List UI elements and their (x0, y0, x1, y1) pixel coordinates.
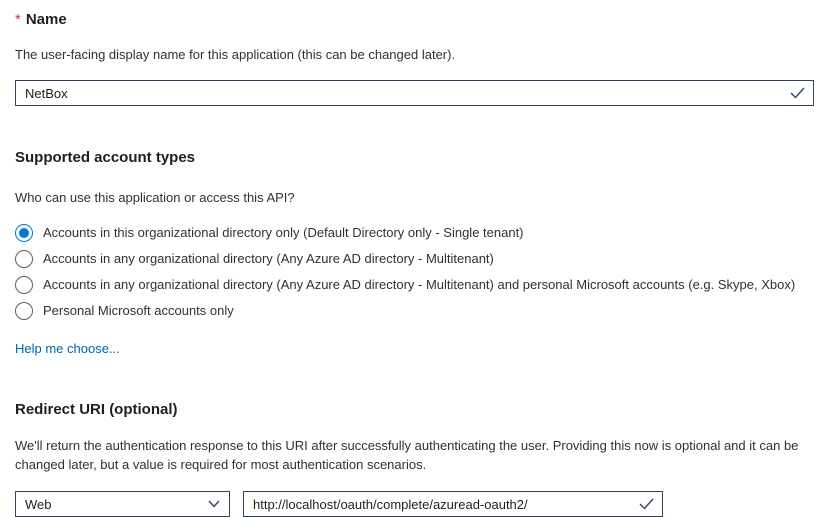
chevron-down-icon (208, 500, 220, 508)
account-types-question: Who can use this application or access this API? (15, 190, 295, 205)
redirect-uri-description: We'll return the authentication response to this URI after successfully authenticating the user. Providing this now is optional and it can be changed later, but a value is required for most authentication scenarios. (15, 438, 799, 472)
help-me-choose-link[interactable]: Help me choose... (15, 341, 120, 356)
radio-button-icon[interactable] (15, 302, 33, 320)
valid-checkmark-icon (790, 87, 805, 99)
radio-option-label: Personal Microsoft accounts only (43, 303, 234, 318)
radio-option-multitenant-personal[interactable] (15, 272, 814, 298)
radio-option-label: Accounts in any organizational directory (Any Azure AD directory - Multitenant) (43, 251, 494, 266)
account-types-title: Supported account types (15, 149, 196, 166)
valid-checkmark-icon (639, 498, 654, 510)
name-section-title (15, 10, 814, 30)
radio-option-label: Accounts in this organizational directory only (Default Directory only - Single tenant) (43, 225, 524, 240)
radio-option-personal-only[interactable] (15, 298, 814, 324)
name-input-wrap (15, 80, 814, 106)
name-label: Name (25, 11, 67, 28)
redirect-uri-input[interactable] (244, 492, 662, 516)
redirect-uri-input-wrap (243, 491, 663, 517)
required-marker: * (15, 11, 21, 28)
radio-option-single-tenant[interactable] (15, 220, 814, 246)
redirect-uri-row (15, 491, 814, 517)
radio-button-icon[interactable] (15, 276, 33, 294)
name-section (15, 10, 814, 106)
account-types-radio-group (15, 220, 814, 324)
platform-select-value: Web (25, 496, 52, 512)
redirect-uri-title: Redirect URI (optional) (15, 401, 178, 418)
account-types-section (15, 148, 814, 358)
radio-option-multitenant[interactable] (15, 246, 814, 272)
name-description: The user-facing display name for this application (this can be changed later). (15, 47, 456, 62)
radio-button-icon[interactable] (15, 250, 33, 268)
platform-select[interactable] (15, 491, 230, 517)
redirect-uri-section (15, 400, 814, 517)
name-input[interactable] (16, 81, 813, 105)
radio-option-label: Accounts in any organizational directory (Any Azure AD directory - Multitenant) and personal Microsoft accounts (e.g. Skype, Xbox) (43, 277, 796, 292)
radio-button-icon[interactable] (15, 224, 33, 242)
